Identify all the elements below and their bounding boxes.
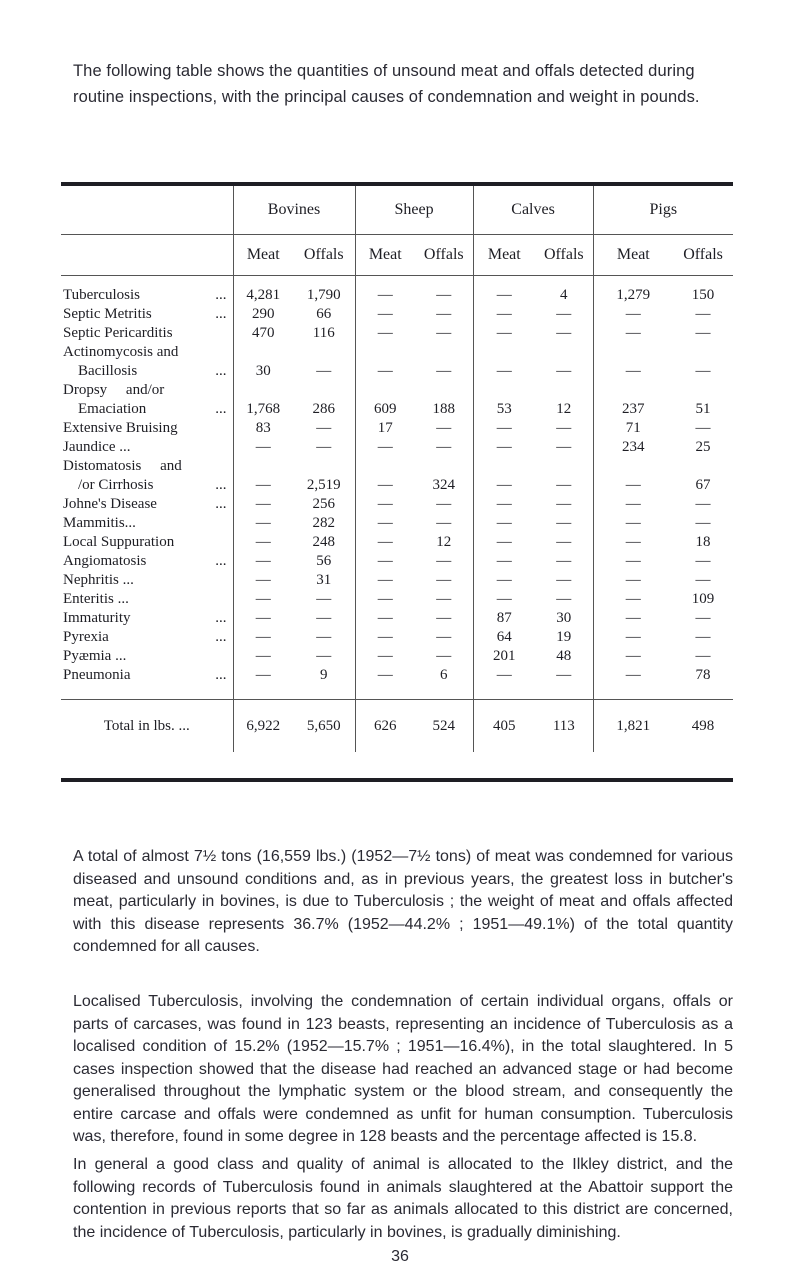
table-cell: 51 xyxy=(695,401,711,417)
sub-header-cell: Offals xyxy=(535,235,593,276)
table-cell xyxy=(673,457,733,476)
table-cell: — xyxy=(355,609,415,628)
table-cell xyxy=(293,457,355,476)
total-row xyxy=(61,700,733,753)
table-row xyxy=(61,457,733,476)
table-cell: — xyxy=(593,362,673,381)
table-cell: 282 xyxy=(312,515,335,531)
table-cell: — xyxy=(473,286,535,305)
table-cell: — xyxy=(436,287,452,303)
table-cell: — xyxy=(316,420,332,436)
table-cell: — xyxy=(233,552,293,571)
table-cell: — xyxy=(355,476,415,495)
table-cell xyxy=(673,343,733,362)
table-cell: — xyxy=(233,495,293,514)
table-cell: — xyxy=(355,666,415,685)
table-cell: — xyxy=(695,496,711,512)
table-cell: — xyxy=(233,571,293,590)
table-cell xyxy=(233,381,293,400)
total-cell: 5,650 xyxy=(293,700,355,753)
table-cell: — xyxy=(473,419,535,438)
table-cell: — xyxy=(436,553,452,569)
table-cell: 1,790 xyxy=(306,287,341,303)
table-cell: — xyxy=(593,324,673,343)
table-cell: — xyxy=(436,648,452,664)
row-label: Extensive Bruising xyxy=(63,420,178,436)
table-cell: 248 xyxy=(312,534,335,550)
table-row xyxy=(61,514,733,533)
table-cell: — xyxy=(593,647,673,666)
table-cell: 9 xyxy=(320,667,328,683)
leader-dots: ... xyxy=(215,667,227,683)
total-cell: 113 xyxy=(535,700,593,753)
table-cell: — xyxy=(355,590,415,609)
table-cell: — xyxy=(593,495,673,514)
table-cell: — xyxy=(695,420,711,436)
table-cell: — xyxy=(436,572,452,588)
table-cell: — xyxy=(355,362,415,381)
total-cell: 1,821 xyxy=(593,700,673,753)
row-label: Johne's Disease ... xyxy=(61,495,233,514)
table-cell: 25 xyxy=(695,439,711,455)
table-cell: 609 xyxy=(355,400,415,419)
table-cell xyxy=(415,457,473,476)
table-cell: 71 xyxy=(593,419,673,438)
table-cell: — xyxy=(316,610,332,626)
leader-dots: ... xyxy=(215,553,227,569)
table-cell: — xyxy=(556,439,572,455)
table-row xyxy=(61,666,733,685)
table-cell: — xyxy=(556,591,572,607)
table-cell: — xyxy=(556,515,572,531)
table-cell xyxy=(355,457,415,476)
table-cell: — xyxy=(695,610,711,626)
table-cell: — xyxy=(695,572,711,588)
row-label: /or Cirrhosis ... xyxy=(61,476,233,495)
table-cell: — xyxy=(473,438,535,457)
table-gap-row xyxy=(61,685,733,700)
table-cell: 4,281 xyxy=(233,286,293,305)
table-cell xyxy=(593,343,673,362)
table-cell: — xyxy=(593,628,673,647)
table-cell: — xyxy=(556,572,572,588)
table-cell: 17 xyxy=(355,419,415,438)
row-label: Septic Metritis ... xyxy=(61,305,233,324)
table-cell: 53 xyxy=(473,400,535,419)
table-cell: — xyxy=(556,420,572,436)
table-cell: — xyxy=(473,362,535,381)
table-cell xyxy=(355,381,415,400)
leader-dots: ... xyxy=(215,477,227,493)
table-cell: 4 xyxy=(560,287,568,303)
table-cell: — xyxy=(436,496,452,512)
table-cell: — xyxy=(556,325,572,341)
table-cell: — xyxy=(233,666,293,685)
total-label: Total in lbs. ... xyxy=(61,700,233,753)
table-cell: — xyxy=(695,363,711,379)
row-label: Septic Pericarditis xyxy=(63,325,173,341)
paragraph-total-condemned: A total of almost 7½ tons (16,559 lbs.) (1952—7½ tons) of meat was condemned for various diseased and unsound conditions and, as in previous years, the greatest loss in butcher's meat, particularly in bovines, is due to Tuberculosis ; the weight of meat and offals affected with this disease represents 36.7% (1952—44.2% ; 1951—49.1%) of the total quantity condemned for all causes. xyxy=(73,848,733,955)
table-cell: — xyxy=(233,590,293,609)
table-cell: 83 xyxy=(233,419,293,438)
table-row xyxy=(61,419,733,438)
table-cell: 1,279 xyxy=(593,286,673,305)
table-cell: — xyxy=(556,667,572,683)
table-cell: 56 xyxy=(316,553,332,569)
table-cell: — xyxy=(436,515,452,531)
leader-dots: ... xyxy=(215,306,227,322)
leader-dots: ... xyxy=(215,629,227,645)
table-cell xyxy=(535,343,593,362)
table-cell: 67 xyxy=(695,477,711,493)
group-header-bovines: Bovines xyxy=(233,186,355,235)
row-label: Bacillosis ... xyxy=(61,362,233,381)
table-cell: 150 xyxy=(691,287,715,303)
table-cell: — xyxy=(436,610,452,626)
row-label: Pyrexia ... xyxy=(61,628,233,647)
table-cell: 18 xyxy=(695,534,711,550)
table-cell: 237 xyxy=(593,400,673,419)
group-header-sheep: Sheep xyxy=(355,186,473,235)
sub-header-cell: Meat xyxy=(593,235,673,276)
table-cell: — xyxy=(233,476,293,495)
table-cell: — xyxy=(473,533,535,552)
table-cell: — xyxy=(593,514,673,533)
table-cell: — xyxy=(556,534,572,550)
leader-dots: ... xyxy=(215,287,227,303)
row-label: Distomatosis and xyxy=(63,458,182,474)
table-cell xyxy=(535,381,593,400)
table-cell: — xyxy=(473,571,535,590)
table-cell: — xyxy=(556,306,572,322)
table-cell: — xyxy=(233,514,293,533)
sub-header-blank xyxy=(61,235,233,276)
table-cell xyxy=(233,343,293,362)
table-cell xyxy=(233,457,293,476)
table-cell: — xyxy=(695,553,711,569)
table-cell: — xyxy=(436,591,452,607)
table-cell: — xyxy=(473,305,535,324)
table-cell xyxy=(293,381,355,400)
total-cell: 498 xyxy=(673,700,733,753)
paragraph-localised-tuberculosis: Localised Tuberculosis, involving the condemnation of certain individual organs, offals or parts of carcases, was found in 123 beasts, representing an incidence of Tuberculosis as a localised condition of 15.2% (1952—15.7% ; 1951—16.4%), in the total slaughtered. In 5 cases inspection showed that the disease had reached an advanced stage or had become generalised throughout the lymphatic system or the blood stream, and consequently the entire carcase and offals were condemned as unfit for human consumption. Tuberculosis was, therefore, found in some degree in 128 beasts and the percentage affected is 15.8. xyxy=(73,993,733,1145)
row-label: Nephritis ... xyxy=(63,572,134,588)
table-cell: 31 xyxy=(316,572,332,588)
table-cell: — xyxy=(473,495,535,514)
sub-header-cell: Meat xyxy=(233,235,293,276)
table-cell: 12 xyxy=(556,401,572,417)
table-row xyxy=(61,590,733,609)
group-header-calves: Calves xyxy=(473,186,593,235)
table-cell: 286 xyxy=(312,401,335,417)
table-cell: 234 xyxy=(593,438,673,457)
table-cell xyxy=(673,381,733,400)
table-cell: 66 xyxy=(316,306,332,322)
table-row xyxy=(61,343,733,362)
table-row xyxy=(61,400,733,419)
total-cell: 6,922 xyxy=(233,700,293,753)
table-cell: 87 xyxy=(473,609,535,628)
leader-dots: ... xyxy=(215,610,227,626)
table-cell: — xyxy=(355,514,415,533)
group-header-pigs: Pigs xyxy=(593,186,733,235)
table-cell: — xyxy=(593,552,673,571)
condemnation-table xyxy=(61,186,733,752)
table-cell: — xyxy=(316,439,332,455)
table-cell: — xyxy=(593,666,673,685)
table-cell: 30 xyxy=(556,610,572,626)
table-cell: 2,519 xyxy=(306,477,341,493)
sub-header-cell: Meat xyxy=(473,235,535,276)
row-label: Immaturity ... xyxy=(61,609,233,628)
table-cell: — xyxy=(695,515,711,531)
table-cell: — xyxy=(436,363,452,379)
table-cell: — xyxy=(436,629,452,645)
table-cell: — xyxy=(593,590,673,609)
table-cell: 6 xyxy=(440,667,448,683)
table-cell: — xyxy=(473,514,535,533)
table-cell: 109 xyxy=(691,591,715,607)
table-cell xyxy=(415,381,473,400)
table-row xyxy=(61,438,733,457)
table-cell xyxy=(473,457,535,476)
table-cell: — xyxy=(233,438,293,457)
table-cell: — xyxy=(473,666,535,685)
table-cell: — xyxy=(355,305,415,324)
table-row xyxy=(61,324,733,343)
row-label: Pyæmia ... xyxy=(63,648,127,664)
row-label: Emaciation ... xyxy=(61,400,233,419)
total-cell: 524 xyxy=(415,700,473,753)
corner-cell xyxy=(61,186,233,235)
table-cell: — xyxy=(593,533,673,552)
row-label: Jaundice ... xyxy=(63,439,131,455)
table-bottom-rule xyxy=(61,778,733,782)
total-cell: 626 xyxy=(355,700,415,753)
table-cell: — xyxy=(436,325,452,341)
table-cell: 64 xyxy=(473,628,535,647)
table-cell: 19 xyxy=(556,629,572,645)
table-cell: 256 xyxy=(312,496,335,512)
row-label: Mammitis... xyxy=(63,515,136,531)
table-row xyxy=(61,381,733,400)
intro-paragraph: The following table shows the quantities of unsound meat and offals detected during routine inspections, with the principal causes of condemnation and weight in pounds. xyxy=(73,62,700,106)
table-row xyxy=(61,628,733,647)
table-cell xyxy=(593,381,673,400)
table-cell: 470 xyxy=(233,324,293,343)
table-cell: — xyxy=(593,305,673,324)
header-spacer xyxy=(61,276,733,287)
table-cell: — xyxy=(355,571,415,590)
table-cell: — xyxy=(473,324,535,343)
table-cell xyxy=(593,457,673,476)
table-row xyxy=(61,305,733,324)
table-cell: — xyxy=(355,552,415,571)
row-label: Pneumonia ... xyxy=(61,666,233,685)
row-label: Dropsy and/or xyxy=(63,382,165,398)
leader-dots: ... xyxy=(215,363,227,379)
table-cell: — xyxy=(556,477,572,493)
table-cell: — xyxy=(695,648,711,664)
sub-header-cell: Offals xyxy=(415,235,473,276)
table-cell: — xyxy=(473,552,535,571)
group-header-row xyxy=(61,186,733,235)
table-cell: — xyxy=(473,590,535,609)
table-cell xyxy=(473,343,535,362)
table-cell: — xyxy=(233,647,293,666)
table-cell: — xyxy=(355,324,415,343)
table-row xyxy=(61,571,733,590)
table-cell: — xyxy=(556,553,572,569)
table-cell: — xyxy=(436,306,452,322)
row-label: Tuberculosis ... xyxy=(61,286,233,305)
total-cell: 405 xyxy=(473,700,535,753)
table-cell xyxy=(293,343,355,362)
table-row xyxy=(61,362,733,381)
table-cell: 116 xyxy=(312,325,335,341)
table-row xyxy=(61,552,733,571)
table-cell: — xyxy=(355,628,415,647)
table-cell: 324 xyxy=(432,477,456,493)
table-cell xyxy=(473,381,535,400)
table-cell: 12 xyxy=(436,534,452,550)
table-cell: — xyxy=(593,476,673,495)
table-cell: — xyxy=(316,363,332,379)
table-cell: — xyxy=(316,629,332,645)
table-row xyxy=(61,647,733,666)
table-cell xyxy=(535,457,593,476)
sub-header-row xyxy=(61,235,733,276)
page-number: 36 xyxy=(391,1248,409,1265)
table-row xyxy=(61,609,733,628)
table-cell: — xyxy=(695,325,711,341)
row-label: Angiomatosis ... xyxy=(61,552,233,571)
table-cell: 30 xyxy=(233,362,293,381)
table-cell: — xyxy=(316,591,332,607)
table-cell: 78 xyxy=(695,667,711,683)
table-cell: — xyxy=(436,420,452,436)
table-cell: — xyxy=(593,571,673,590)
table-cell xyxy=(355,343,415,362)
table-cell: — xyxy=(316,648,332,664)
row-label: Actinomycosis and xyxy=(63,344,179,360)
sub-header-cell: Offals xyxy=(673,235,733,276)
table-cell: — xyxy=(473,476,535,495)
table-cell: 290 xyxy=(233,305,293,324)
table-cell: — xyxy=(556,363,572,379)
table-cell: 188 xyxy=(432,401,456,417)
table-cell: — xyxy=(556,496,572,512)
table-cell: — xyxy=(355,286,415,305)
table-row xyxy=(61,495,733,514)
table-row xyxy=(61,476,733,495)
sub-header-cell: Offals xyxy=(293,235,355,276)
table-cell: — xyxy=(355,438,415,457)
leader-dots: ... xyxy=(215,401,227,417)
table-cell: — xyxy=(355,495,415,514)
table-cell: — xyxy=(355,533,415,552)
table-cell xyxy=(415,343,473,362)
leader-dots: ... xyxy=(215,496,227,512)
row-label: Enteritis ... xyxy=(63,591,129,607)
table-cell: 201 xyxy=(473,647,535,666)
sub-header-cell: Meat xyxy=(355,235,415,276)
table-row xyxy=(61,533,733,552)
table-cell: — xyxy=(695,629,711,645)
table-cell: 1,768 xyxy=(233,400,293,419)
table-cell: — xyxy=(233,533,293,552)
table-cell: — xyxy=(233,609,293,628)
table-cell: — xyxy=(355,647,415,666)
table-cell: — xyxy=(436,439,452,455)
table-cell: — xyxy=(695,306,711,322)
table-row xyxy=(61,286,733,305)
row-label: Local Suppuration xyxy=(63,534,175,550)
paragraph-ilkley-district: In general a good class and quality of animal is allocated to the Ilkley district, and the following records of Tuberculosis found in animals slaughtered at the Abattoir support the contention in previous reports that so far as animals allocated to this district are concerned, the incidence of Tuberculosis, particularly in bovines, is gradually diminishing. xyxy=(73,1156,733,1241)
table-cell: — xyxy=(593,609,673,628)
table-cell: 48 xyxy=(556,648,572,664)
table-cell: — xyxy=(233,628,293,647)
